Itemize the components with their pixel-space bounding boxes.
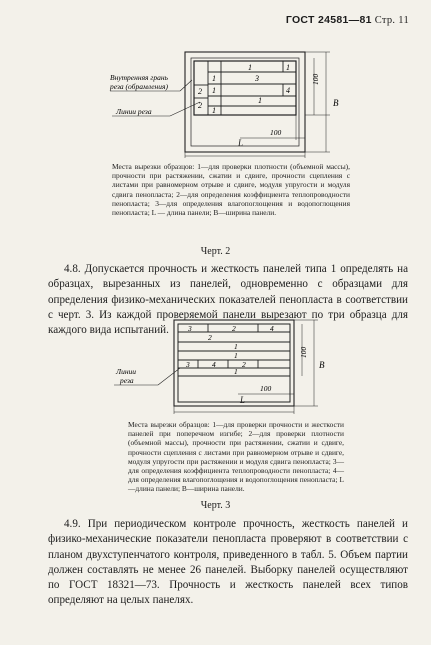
dim-L: L bbox=[238, 138, 244, 148]
zone-label: 1 bbox=[212, 86, 216, 95]
figure-3-diagram bbox=[108, 318, 348, 418]
dim-L: L bbox=[240, 395, 246, 405]
zone-label: 1 bbox=[234, 342, 238, 351]
zone-label: 4 bbox=[212, 360, 216, 369]
zone-label: 2 bbox=[242, 360, 246, 369]
figure-2-title: Черт. 2 bbox=[200, 246, 231, 257]
zone-label: 2 bbox=[198, 87, 202, 96]
dim-100-horizontal: 100 bbox=[270, 128, 282, 137]
dim-100-vertical: 100 bbox=[311, 73, 320, 85]
standard-number: ГОСТ 24581—81 bbox=[285, 14, 372, 26]
figure-3-title: Черт. 3 bbox=[200, 500, 231, 511]
cut-lines-label: Линии bbox=[116, 367, 137, 376]
zone-label: 2 bbox=[208, 333, 212, 342]
cut-region bbox=[194, 61, 296, 115]
page-number: Стр. 11 bbox=[374, 15, 409, 26]
zone-label: 1 bbox=[234, 351, 238, 360]
dim-B: B bbox=[319, 360, 325, 370]
zone-label: 4 bbox=[270, 324, 274, 333]
zone-label: 1 bbox=[286, 63, 290, 72]
zone-label: 2 bbox=[232, 324, 236, 333]
rebate-label: реза (обрамления) bbox=[110, 82, 168, 91]
zone-label: 1 bbox=[234, 367, 238, 376]
page-header bbox=[286, 14, 409, 26]
dim-100-horizontal: 100 bbox=[260, 384, 272, 393]
cut-region bbox=[178, 324, 290, 402]
zone-label: 3 bbox=[186, 360, 190, 369]
paragraph-4-8: 4.8. Допускается прочность и жесткость панелей типа 1 определять на образцах, вырезанных из панелей, одновременно с образцами для определения физико-механических показателей пенопласта в соответствии с черт. 3. Из каждой проверяемой панели вырезают по три образца для каждого вида испытаний. bbox=[48, 263, 408, 337]
figure-2-caption: Места вырезки образцов: 1—для проверки плотности (объемной массы), прочности при растяжении, сжатии и сдвиге, прочности сцепления с листами при равномерном отрыве и сдвиге, модуля упругости и модуля сдвига пенопласта; 2—для определения коэффициента теплопроводности пенопласта; 3—для определения влагопоглощения и водопоглощения пенопласта; L — длина панели; B—ширина панели. bbox=[112, 162, 350, 218]
zone-label: 2 bbox=[198, 101, 202, 110]
dim-B: B bbox=[333, 98, 339, 108]
zone-label: 1 bbox=[258, 96, 262, 105]
dim-100-vertical: 100 bbox=[299, 346, 308, 358]
cut-lines-label-2: реза bbox=[120, 376, 134, 385]
zone-label: 1 bbox=[248, 63, 252, 72]
figure-3-caption: Места вырезки образцов: 1—для проверки прочности и жесткости панелей при поперечном изгибе; 2—для проверки плотности (объемной массы), прочности при растяжении, сжатии и сдвиге, прочности сцепления с листами при равномерном отрыве и сдвиге, модуля упругости при растяжении и модуля сдвига пенопласта; 3—для определения коэффициента теплопроводности пенопласта; 4—для определения влагопоглощения и водопоглощения пенопласта; L—длина панели; B—ширина панели. bbox=[128, 420, 344, 494]
inner-face-label: Внутренняя грань bbox=[110, 73, 168, 82]
zone-label: 1 bbox=[212, 74, 216, 83]
zone-label: 1 bbox=[212, 106, 216, 115]
zone-label: 4 bbox=[286, 86, 290, 95]
figure-2-diagram bbox=[100, 40, 350, 158]
paragraph-4-9: 4.9. При периодическом контроле прочность, жесткость панелей и физико-механические показатели пенопласта проверяют в соответствии с планом двухступенчатого контроля, приведенного в табл. 5. Объем партии должен составлять не менее 26 панелей. Выборку панелей осуществляют по ГОСТ 18321—73. Прочность и жесткость панелей всех типов определяют на целых панелях. bbox=[48, 518, 408, 607]
zone-label: 3 bbox=[188, 324, 192, 333]
zone-label: 3 bbox=[255, 74, 259, 83]
cut-lines-label: Линии реза bbox=[116, 107, 152, 116]
